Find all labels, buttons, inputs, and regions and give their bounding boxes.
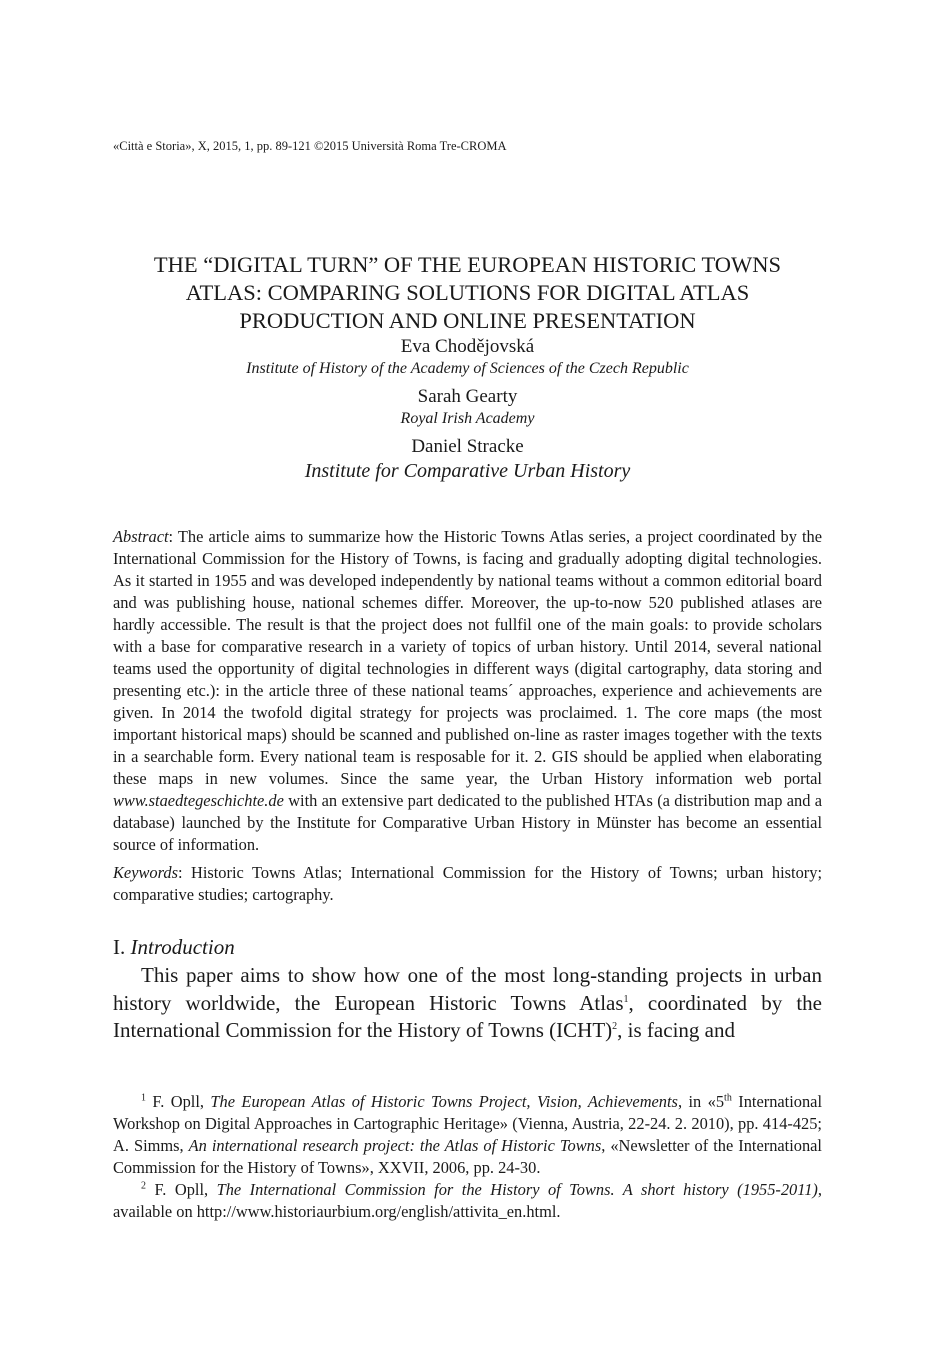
body-text-part-3: , is facing and [617,1018,735,1042]
abstract [113,526,822,856]
body-text-part-2: , coordinated by the International Commission for the History of Towns (ICHT) [113,990,822,1042]
footnote-ref-1[interactable]: 1 [623,993,629,1005]
section-heading [113,934,235,961]
section-number: I. [113,935,131,959]
footnote-1-title-2: An international research project: the Atlas of Historic Towns [188,1136,602,1155]
footnote-1-text-3: International Workshop on Digital Approaches in Cartographic Heritage» (Vienna, Austria, 22-24. 2. 2010), pp. 414-425; A. Simms, [113,1092,822,1155]
abstract-link[interactable]: www.staedtegeschichte.de [113,791,284,810]
author-name-1: Eva Chodějovská [400,336,535,357]
keywords-text: : Historic Towns Atlas; International Commission for the History of Towns; urban history; comparative studies; cartography. [113,863,822,904]
footnote-1-title: The European Atlas of Historic Towns Project, Vision, Achievements [210,1092,678,1111]
author-name-2: Sarah Gearty [417,386,518,407]
title-block [113,251,822,484]
footnote-2-title: The International Commission for the History of Towns. A short history (1955-2011) [216,1180,818,1199]
abstract-text-end: with an extensive part dedicated to the published HTAs (a distribution map and a database) launched by the Institute for Comparative Urban History in Münster has become an essential source of information. [113,791,822,854]
keywords [113,862,822,906]
footnote-1-text-4: , «Newsletter of the International Commission for the History of Towns», XXVII, 2006, pp. 24-30. [113,1136,822,1177]
footnote-1-ordinal: th [724,1092,732,1104]
paper-title-line-3: PRODUCTION AND ONLINE PRESENTATION [239,308,696,333]
author-affiliation-1: Institute of History of the Academy of Sciences of the Czech Republic [246,360,689,377]
author-affiliation-2: Royal Irish Academy [400,410,535,427]
footnotes [113,1091,822,1223]
footnote-mark-1: 1 [141,1092,146,1104]
journal-citation-header: «Città e Storia», X, 2015, 1, pp. 89-121 ©2015 Università Roma Tre-CROMA [113,139,507,153]
footnote-2 [113,1179,822,1223]
footnote-2-text-2: , available on http://www.historiaurbium.org/english/attivita_en.html. [113,1180,822,1221]
section-title: Introduction [130,935,235,959]
footnote-mark-2: 2 [141,1180,146,1192]
footnote-1-text-2: , in «5 [677,1092,725,1111]
keywords-label: Keywords [113,863,178,882]
abstract-text: : The article aims to summarize how the Historic Towns Atlas series, a project coordinated by the International Commission for the History of Towns, is facing and gradually adopting digital technologies. As it started in 1955 and was developed independently by national teams without a common editorial board and was publishing house, national schemes differ. Moreover, the up-to-now 520 published atlases are hardly accessible. The result is that the project does not fullfil one of the main goals: to provide scholars with a base for comparative research in a variety of topics of urban history. Until 2014, several national teams used the opportunity of digital technologies in different ways (digital cartography, data storing and presenting etc.): in the article three of these national teams´ approaches, experience and achievements are given. In 2014 the twofold digital strategy for projects was proclaimed. 1. The core maps (the most important historical maps) should be scanned and published on-line as raster images together with the texts in a searchable form. Every national team is resposable for it. 2. GIS should be applied when elaborating these maps in new volumes. Since the same year, the Urban History information web portal [113,527,822,788]
abstract-label: Abstract [113,527,169,546]
body-text-part-1: This paper aims to show how one of the most long-standing projects in urban history worldwide, the European Historic Towns Atlas [113,963,822,1015]
footnote-1 [113,1091,822,1179]
paper-title-line-1: THE “DIGITAL TURN” OF THE EUROPEAN HISTORIC TOWNS [153,252,782,277]
paper-title-line-2: ATLAS: COMPARING SOLUTIONS FOR DIGITAL ATLAS [185,280,750,305]
body-paragraph [113,962,822,1045]
footnote-1-text: F. Opll, [146,1092,211,1111]
footnote-2-text: F. Opll, [146,1180,217,1199]
author-affiliation-3: Institute for Comparative Urban History [304,460,631,482]
footnote-ref-2[interactable]: 2 [612,1021,618,1032]
author-name-3: Daniel Stracke [411,436,524,457]
